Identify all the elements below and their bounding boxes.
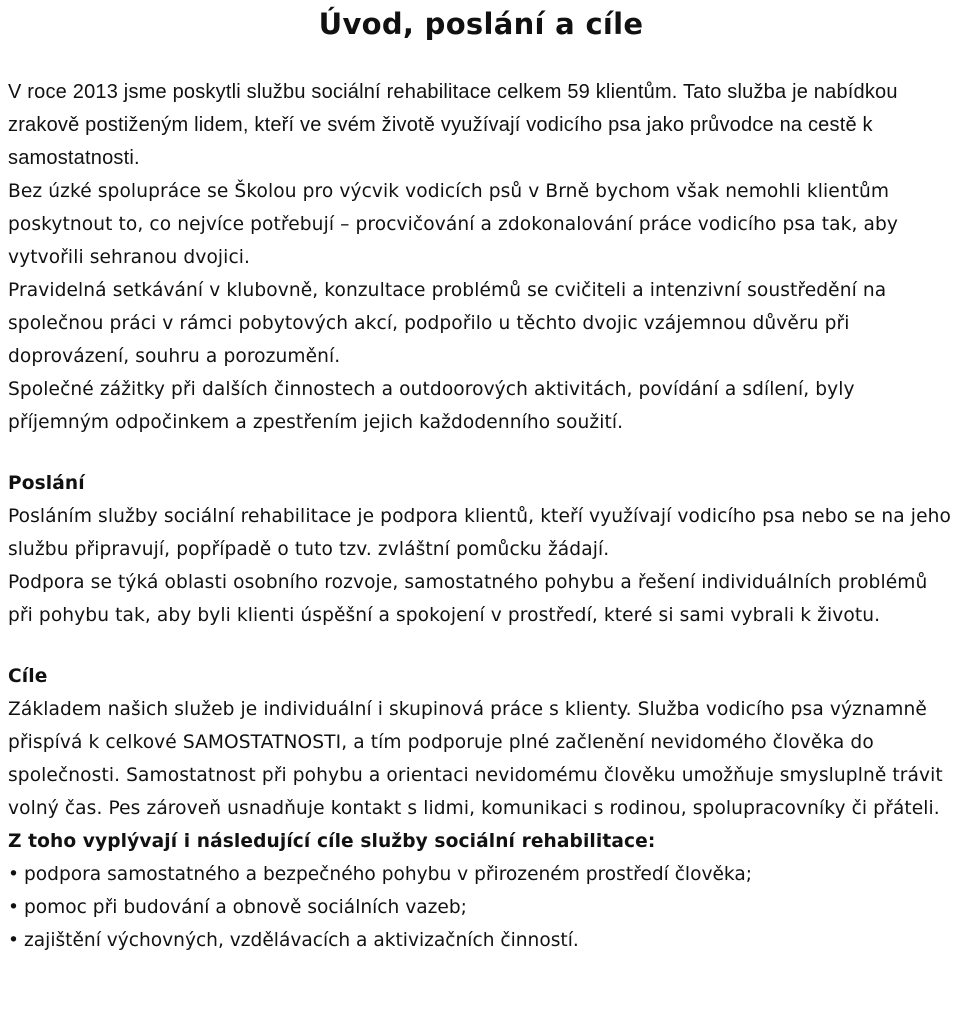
poslani-section xyxy=(8,467,954,632)
list-item xyxy=(8,858,954,891)
goal-text: zajištění výchovných, vzdělávacích a aktivizačních činností. xyxy=(24,930,579,951)
poslani-heading: Poslání xyxy=(8,473,85,494)
goal-text: pomoc při budování a obnově sociálních vazeb; xyxy=(24,897,467,918)
cile-heading: Cíle xyxy=(8,666,48,687)
bullet-icon: • xyxy=(8,897,19,918)
goals-list xyxy=(8,858,954,957)
cile-section xyxy=(8,660,954,957)
document-page xyxy=(8,0,954,957)
page-title: Úvod, poslání a cíle xyxy=(318,7,644,41)
intro-paragraph-3: Pravidelná setkávání v klubovně, konzultace problémů se cvičiteli a intenzivní soustředění na společnou práci v rámci pobytových akcí, podpořilo u těchto dvojic vzájemnou důvěru při doprovázení, souhru a porozumění. xyxy=(8,280,887,367)
goal-text: podpora samostatného a bezpečného pohybu v přirozeném prostředí člověka; xyxy=(24,864,753,885)
cile-paragraph-1: Základem našich služeb je individuální i skupinová práce s klienty. Služba vodicího psa významně přispívá k celkové SAMOSTATNOSTI, a tím podporuje plné začlenění nevidomého člověka do společnosti. Samostatnost při pohybu a orientaci nevidomému člověku umožňuje smysluplně trávit volný čas. Pes zároveň usnadňuje kontakt s lidmi, komunikaci s rodinou, spolupracovníky či přáteli. xyxy=(8,699,943,819)
intro-section xyxy=(8,76,954,439)
intro-paragraph-2: Bez úzké spolupráce se Školou pro výcvik vodicích psů v Brně bychom však nemohli klientům poskytnout to, co nejvíce potřebují – procvičování a zdokonalování práce vodicího psa tak, aby vytvořili sehranou dvojici. xyxy=(8,181,898,268)
poslani-paragraph-2: Podpora se týká oblasti osobního rozvoje, samostatného pohybu a řešení individuálních problémů při pohybu tak, aby byli klienti úspěšní a spokojení v prostředí, které si sami vybrali k životu. xyxy=(8,572,928,626)
bullet-icon: • xyxy=(8,930,19,951)
poslani-paragraph-1: Posláním služby sociální rehabilitace je podpora klientů, kteří využívají vodicího psa nebo se na jeho službu připravují, popřípadě o tuto tzv. zvláštní pomůcku žádají. xyxy=(8,506,951,560)
cile-lead: Z toho vyplývají i následující cíle služby sociální rehabilitace: xyxy=(8,831,656,852)
list-item xyxy=(8,891,954,924)
bullet-icon: • xyxy=(8,864,19,885)
intro-paragraph-4: Společné zážitky při dalších činnostech a outdoorových aktivitách, povídání a sdílení, byly příjemným odpočinkem a zpestřením jejich každodenního soužití. xyxy=(8,379,855,433)
intro-paragraph-1: V roce 2013 jsme poskytli službu sociální rehabilitace celkem 59 klientům. Tato služba je nabídkou zrakově postiženým lidem, kteří ve svém životě využívají vodicího psa jako průvodce na cestě k samostatnosti. xyxy=(8,81,898,169)
list-item xyxy=(8,924,954,957)
